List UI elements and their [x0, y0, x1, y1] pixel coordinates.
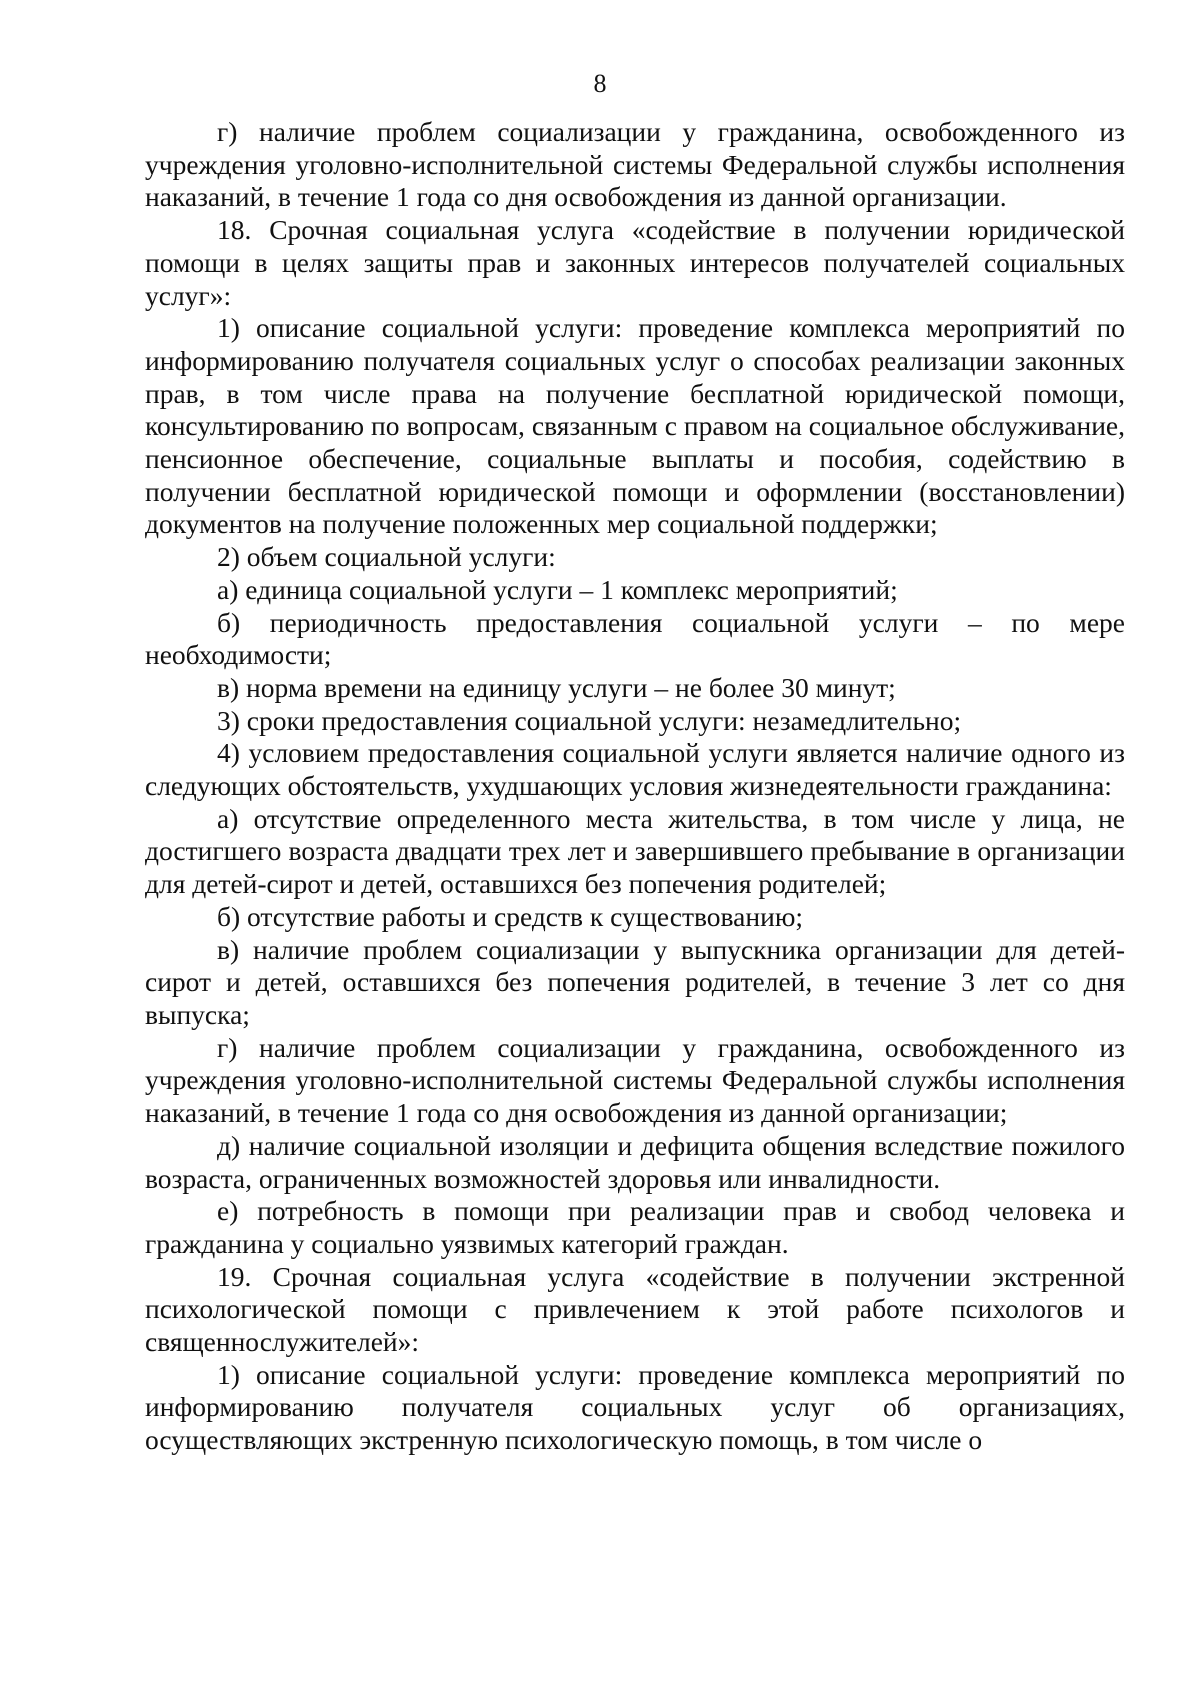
- paragraph-18-3-terms: 3) сроки предоставления социальной услуги: незамедлительно;: [217, 704, 962, 736]
- paragraph-18-4-conditions: 4) условием предоставления социальной услуги является наличие одного из следующих обстоятельств, ухудшающих условия жизнедеятельности гражданина:: [145, 737, 1125, 802]
- paragraph-19-1-description: 1) описание социальной услуги: проведение комплекса мероприятий по информированию получателя социальных услуг об организациях, осуществляющих экстренную психологическую помощь, в том числе о: [145, 1358, 1125, 1456]
- paragraph-18-2a-unit: а) единица социальной услуги – 1 комплекс мероприятий;: [217, 573, 898, 605]
- paragraph-19-heading: 19. Срочная социальная услуга «содействие в получении экстренной психологической помощи с привлечением к этой работе психологов и священнослужителей»:: [145, 1260, 1125, 1358]
- page-number: 8: [593, 69, 607, 98]
- paragraph-18-heading: 18. Срочная социальная услуга «содействие в получении юридической помощи в целях защиты прав и законных интересов получателей социальных услуг»:: [145, 214, 1125, 311]
- document-body: [145, 116, 1125, 1457]
- paragraph-18-2v-time-norm: в) норма времени на единицу услуги – не более 30 минут;: [217, 671, 896, 703]
- paragraph-18-4e-rights-assistance: е) потребность в помощи при реализации прав и свобод человека и гражданина у социально уязвимых категорий граждан.: [145, 1195, 1125, 1259]
- paragraph-18-4d-social-isolation: д) наличие социальной изоляции и дефицита общения вследствие пожилого возраста, ограниченных возможностей здоровья или инвалидности.: [145, 1129, 1125, 1194]
- paragraph-18-1-description: 1) описание социальной услуги: проведение комплекса мероприятий по информированию получателя социальных услуг о способах реализации законных прав, в том числе права на получение бесплатной юридической помощи, консультированию по вопросам, связанным с правом на социальное обслуживание, пенсионное обеспечение, социальные выплаты и пособия, содействию в получении бесплатной юридической помощи и оформлении (восстановлении) документов на получение положенных мер социальной поддержки;: [145, 312, 1125, 540]
- paragraph-18-4a-no-residence: а) отсутствие определенного места жительства, в том числе у лица, не достигшего возраста двадцати трех лет и завершившего пребывание в организации для детей-сирот и детей, оставшихся без попечения родителей;: [145, 802, 1125, 900]
- paragraph-18-2-volume: 2) объем социальной услуги:: [217, 541, 556, 573]
- paragraph-18-2b-periodicity: б) периодичность предоставления социальной услуги – по мере необходимости;: [145, 606, 1125, 671]
- paragraph-18-4g-released-prisoner: г) наличие проблем социализации у гражданина, освобожденного из учреждения уголовно-исполнительной системы Федеральной службы исполнения наказаний, в течение 1 года со дня освобождения из данной организации;: [145, 1031, 1125, 1129]
- paragraph-g-release-from-prison: г) наличие проблем социализации у гражданина, освобожденного из учреждения уголовно-исполнительной системы Федеральной службы исполнения наказаний, в течение 1 года со дня освобождения из данной организации.: [145, 116, 1125, 213]
- paragraph-18-4b-no-work: б) отсутствие работы и средств к существованию;: [217, 900, 803, 932]
- paragraph-18-4v-orphan-graduate: в) наличие проблем социализации у выпускника организации для детей-сирот и детей, оставшихся без попечения родителей, в течение 3 лет со дня выпуска;: [145, 933, 1125, 1030]
